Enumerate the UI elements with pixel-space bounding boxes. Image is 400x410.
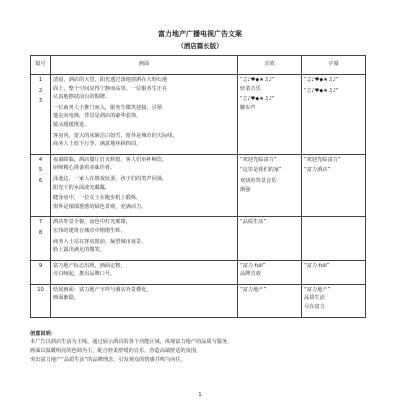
caption-cell: [302, 260, 366, 284]
sound-line: 渐强: [240, 186, 251, 193]
shot-number: 6: [38, 177, 43, 184]
sound-line-block: [240, 287, 299, 295]
shot-number-cell: [31, 260, 51, 284]
table-row: [31, 154, 366, 217]
page-number: 1: [198, 392, 202, 398]
header-sound: 音效: [238, 56, 302, 75]
sound-line-block: [240, 77, 299, 93]
scene-line: 画面渐隐。: [53, 295, 79, 302]
sound-line-block: [240, 263, 299, 279]
scene-line: 脸上露出满足的微笑。: [53, 247, 105, 254]
scene-block: [53, 105, 235, 130]
scene-line: 客房内，宽大的床铺洁白如雪，窗外是城市的天际线，: [53, 132, 178, 139]
shot-number: 2: [38, 87, 43, 94]
caption-line: “♫♪♥◆★♫♪”: [304, 77, 339, 83]
scene-line: 夜幕降临，酒店餐厅灯火辉煌，客人们举杯畅饮，: [53, 156, 168, 163]
table-body: [31, 75, 366, 318]
sound-line: “♫♪♥◆★♫♪”: [240, 77, 275, 83]
document-title: 富力地产广播电视广告文案: [158, 30, 242, 38]
scene-block: [53, 176, 235, 192]
caption-line: “欢迎光临富力”: [304, 156, 341, 163]
caption-line: “富力·fuli”: [304, 262, 330, 269]
scene-cell: [51, 75, 238, 155]
shot-number: 7: [38, 219, 43, 226]
sound-line: “这里是我们的家”: [240, 167, 282, 174]
sound-line-block: [240, 178, 299, 194]
shot-number-cell: [31, 154, 51, 217]
shot-number: 1: [38, 77, 43, 83]
scene-cell: [51, 217, 238, 260]
sound-line: “富力地产”: [240, 286, 267, 293]
sound-cell: [238, 154, 302, 217]
notes-line: 画面以温暖明亮的色调为主，配合轻柔舒缓的音乐，营造高端舒适的氛围，: [30, 348, 202, 354]
shot-number: 5: [38, 167, 43, 174]
scene-block: [53, 157, 235, 173]
shot-number-cell: [31, 284, 51, 317]
scene-line: 窗外是郁郁葱葱的绿色景观，充满活力。: [53, 203, 147, 210]
storyboard-table: [30, 55, 366, 318]
table-row: [31, 284, 366, 317]
scene-line: 镜头缓缓推进。: [53, 121, 90, 128]
sound-cell: [238, 75, 302, 155]
scene-line: 阳光下的水面波光粼粼。: [53, 184, 111, 191]
caption-line-block: [304, 263, 363, 271]
document-subtitle: （酒店篇长版）: [177, 42, 223, 50]
scene-line: 一位商务人士推门而入，服务生微笑迎接，引领: [53, 104, 162, 111]
sound-line: “富力·fuli”: [240, 262, 266, 269]
scene-line: 泳池边，一家人在嬉戏玩耍，孩子们的笑声回荡，: [53, 175, 168, 182]
header-shot-number: 镜号: [31, 56, 51, 75]
header-scene: 画面: [51, 56, 238, 75]
caption-line-block: [304, 157, 363, 165]
sound-cell: [238, 284, 302, 317]
shot-number-cell: [31, 75, 51, 155]
scene-line: 结尾画面：富力地产字样与酒店外景叠化，: [53, 286, 152, 293]
scene-block: [53, 263, 235, 279]
sound-line-block: [240, 167, 299, 175]
sound-line: “欢迎光临富力”: [240, 156, 277, 163]
shot-number: 3: [38, 98, 43, 105]
scene-line: 酒店外景全貌，夜色中灯光璀璨，: [53, 219, 131, 226]
caption-line-block: [304, 88, 363, 96]
caption-line-block: [304, 167, 363, 175]
scene-line: 清晨，酒店的大堂，阳光透过落地窗洒在大理石地: [53, 77, 168, 83]
shot-number: 9: [38, 262, 43, 269]
scene-line: 厨师精心准备着美味佳肴。: [53, 165, 116, 172]
shot-number: 8: [38, 229, 43, 236]
notes-line: 突出富力地产“品质生活”的品牌理念，引发观众的情感共鸣与向往。: [30, 357, 186, 363]
scene-cell: [51, 284, 238, 317]
sound-line: 轻柔音乐: [240, 85, 261, 92]
table-row: [31, 260, 366, 284]
scene-line: 他走向电梯，背景是酒店的豪华装饰。: [53, 113, 142, 120]
scene-block: [53, 287, 235, 303]
table-row: [31, 75, 366, 155]
sound-line: 欢快的背景音乐: [240, 177, 277, 184]
caption-line: “♫♪♥◆★♫♪”: [304, 87, 339, 94]
scene-line: 富力地产标志出现，画面定格，: [53, 262, 126, 269]
shot-number: 10: [37, 286, 44, 293]
caption-line: “富力地产”: [304, 286, 331, 293]
caption-line-block: [304, 287, 363, 312]
notes-body: [30, 338, 365, 364]
notes-line: 本广告以酒店生活为主线，通过展示酒店的各个功能区域，体现富力地产的品质与服务。: [30, 339, 233, 345]
caption-cell: [302, 217, 366, 260]
table-header-row: [31, 56, 366, 75]
scene-line: 认真地擦拭前台的铜牌。: [53, 94, 111, 101]
shot-number-cell: [31, 217, 51, 260]
scene-block: [53, 77, 235, 102]
scene-line: 面上，整个空间显得宁静而高贵。一位服务生正在: [53, 85, 168, 92]
scene-line: 商务人士放下行李，满意地环顾四周。: [53, 141, 142, 148]
sound-line: “品质生活”: [240, 219, 267, 226]
sound-cell: [238, 217, 302, 260]
sound-line-block: [240, 219, 299, 227]
scene-block: [53, 133, 235, 149]
sound-cell: [238, 260, 302, 284]
sound-line-block: [240, 157, 299, 165]
scene-block: [53, 195, 235, 211]
caption-line: 品质生活: [304, 295, 325, 302]
caption-line: “富力酒店”: [304, 167, 331, 174]
scene-cell: [51, 154, 238, 217]
scene-cell: [51, 260, 238, 284]
caption-cell: [302, 75, 366, 155]
notes-section: [30, 330, 365, 365]
sound-line-block: [240, 96, 299, 112]
caption-cell: [302, 154, 366, 217]
table-row: [31, 217, 366, 260]
caption-line-block: [304, 77, 363, 85]
scene-line: 旁白响起，推出品牌口号。: [53, 271, 116, 278]
caption-line: 尽在富力: [304, 304, 325, 311]
sound-line: 脚步声: [240, 104, 256, 111]
scene-line: 商务人士站在客房窗前，凝望城市夜景，: [53, 238, 147, 245]
shot-number: 4: [38, 156, 43, 163]
scene-block: [53, 239, 235, 255]
notes-heading: 创意说明：: [30, 331, 56, 337]
sound-line: “♫♪♥◆★♫♪”: [240, 96, 275, 103]
scene-line: 宏伟的建筑在城市中熠熠生辉。: [53, 227, 126, 234]
header-caption: 字幕: [302, 56, 366, 75]
sound-line: 品牌音效: [240, 271, 261, 278]
caption-cell: [302, 284, 366, 317]
scene-block: [53, 219, 235, 235]
scene-line: 健身房中，一位女士在跑步机上锻炼，: [53, 195, 142, 202]
